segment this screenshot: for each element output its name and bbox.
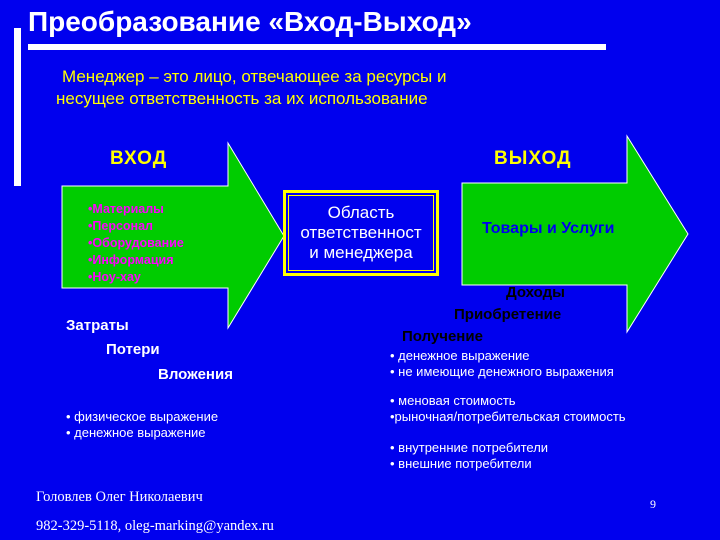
input-measures (66, 409, 218, 441)
responsibility-line-1: Область (327, 203, 395, 222)
definition-line-1: Менеджер – это лицо, отвечающее за ресурсы и (62, 67, 447, 86)
definition-line-2: несущее ответственность за их использование (56, 89, 428, 108)
revenues-label: Доходы (506, 284, 565, 301)
list-item: • внутренние потребители (390, 440, 549, 455)
output-measures-2 (390, 393, 626, 425)
output-measures-1 (390, 348, 614, 380)
input-resources-list (88, 201, 184, 286)
page-title: Преобразование «Вход-Выход» (28, 6, 472, 37)
responsibility-line-2: ответственност (300, 223, 422, 242)
responsibility-box (288, 195, 434, 271)
list-item: •Информация (88, 253, 174, 267)
goods-and-services-label: Товары и Услуги (482, 220, 615, 237)
costs-label: Затраты (66, 317, 129, 334)
list-item: • не имеющие денежного выражения (390, 364, 614, 379)
list-item: • меновая стоимость (390, 393, 516, 408)
author-name: Головлев Олег Николаевич (36, 489, 203, 505)
list-item: • денежное выражение (66, 425, 206, 440)
author-contact: 982-329-5118, oleg-marking@yandex.ru (36, 518, 274, 534)
investments-label: Вложения (158, 366, 233, 383)
page-number: 9 (650, 497, 656, 511)
output-measures-3 (390, 440, 548, 472)
acquisition-label: Приобретение (454, 306, 562, 323)
list-item: • физическое выражение (66, 409, 219, 424)
input-heading: ВХОД (110, 148, 168, 169)
receipt-label: Получение (402, 328, 483, 345)
list-item: •рыночная/потребительская стоимость (390, 409, 626, 424)
list-item: • внешние потребители (390, 456, 532, 471)
list-item: • денежное выражение (390, 348, 530, 363)
list-item: •Оборудование (88, 236, 184, 250)
losses-label: Потери (106, 341, 160, 358)
list-item: •Ноу-хау (88, 270, 141, 284)
list-item: •Персонал (88, 219, 153, 233)
list-item: •Материалы (88, 202, 164, 216)
output-heading: ВЫХОД (494, 148, 572, 169)
responsibility-line-3: и менеджера (309, 243, 413, 262)
